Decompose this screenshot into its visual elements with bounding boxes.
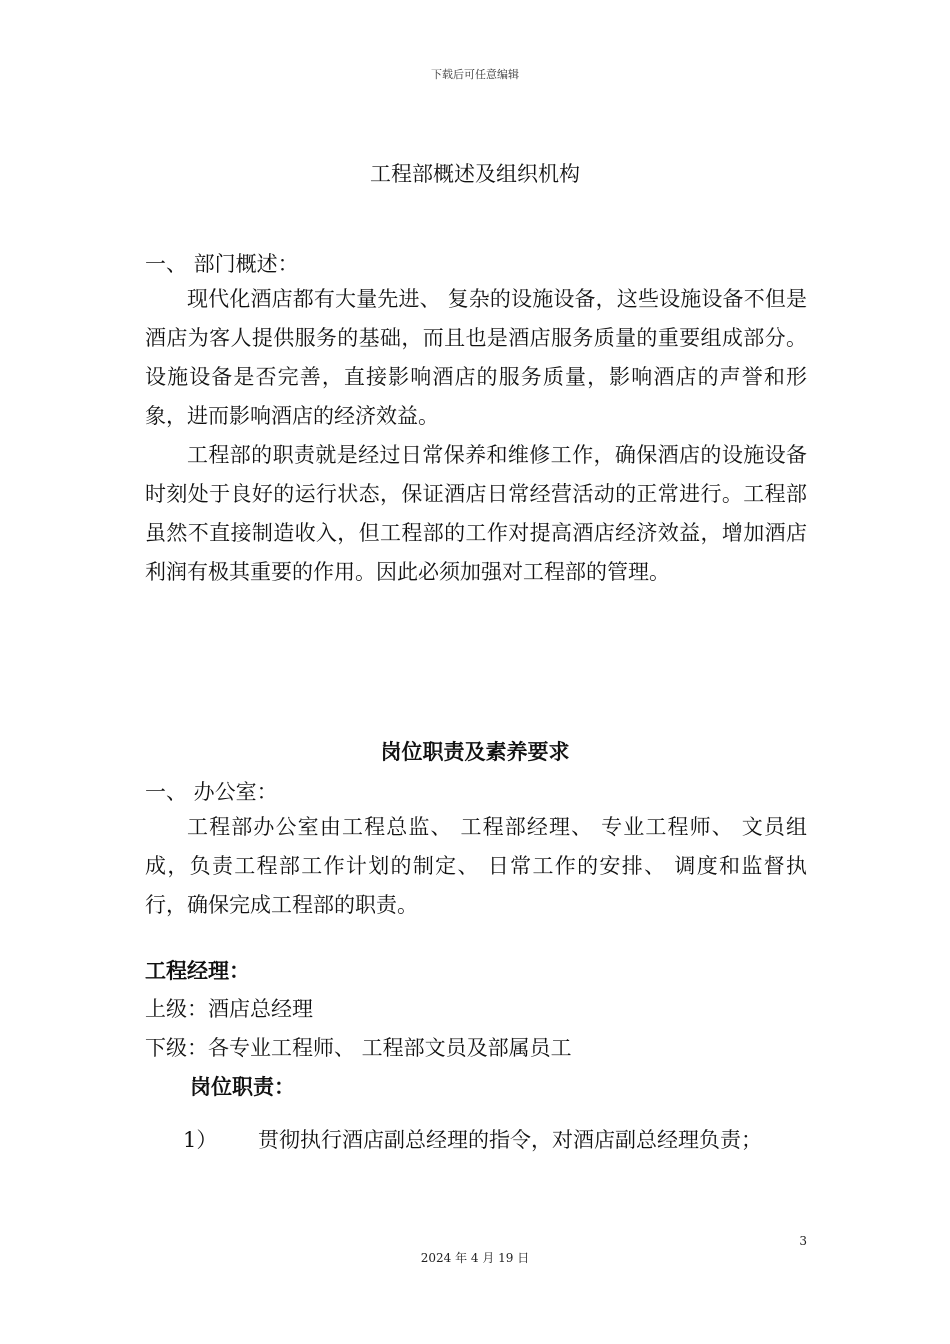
section2-paragraph: 工程部办公室由工程总监、 工程部经理、 专业工程师、 文员组成，负责工程部工作计划的制定、 日常工作的安排、 调度和监督执行，确保完成工程部的职责。 (145, 815, 807, 917)
header-note: 下载后可任意编辑 (431, 68, 519, 81)
duty-1-text: 贯彻执行酒店副总经理的指令，对酒店副总经理负责； (258, 1128, 762, 1152)
document-title: 工程部概述及组织机构 (370, 162, 580, 186)
role-superior: 上级：酒店总经理 (145, 997, 313, 1021)
section1-paragraph-1: 现代化酒店都有大量先进、 复杂的设施设备，这些设施设备不但是酒店为客人提供服务的基础，而且也是酒店服务质量的重要组成部分。设施设备是否完善，直接影响酒店的服务质量，影响酒店的声誉和形象，进而影响酒店的经济效益。 (145, 287, 807, 428)
role-subordinate: 下级：各专业工程师、 工程部文员及部属员工 (145, 1036, 572, 1060)
section2-heading: 一、 办公室： (145, 780, 278, 804)
section2-body (145, 808, 807, 925)
duties-heading: 岗位职责： (190, 1075, 295, 1099)
duty-1-number: 1） (183, 1128, 218, 1152)
section1-body (145, 280, 807, 592)
section1-paragraph-2: 工程部的职责就是经过日常保养和维修工作，确保酒店的设施设备时刻处于良好的运行状态，保证酒店日常经营活动的正常进行。工程部虽然不直接制造收入，但工程部的工作对提高酒店经济效益，增加酒店利润有极其重要的作用。因此必须加强对工程部的管理。 (145, 443, 807, 584)
role-title: 工程经理： (145, 959, 250, 983)
section1-heading: 一、 部门概述： (145, 252, 299, 276)
section-title: 岗位职责及素养要求 (380, 740, 570, 764)
page-number: 3 (799, 1234, 807, 1248)
footer-date: 2024 年 4 月 19 日 (420, 1251, 530, 1265)
